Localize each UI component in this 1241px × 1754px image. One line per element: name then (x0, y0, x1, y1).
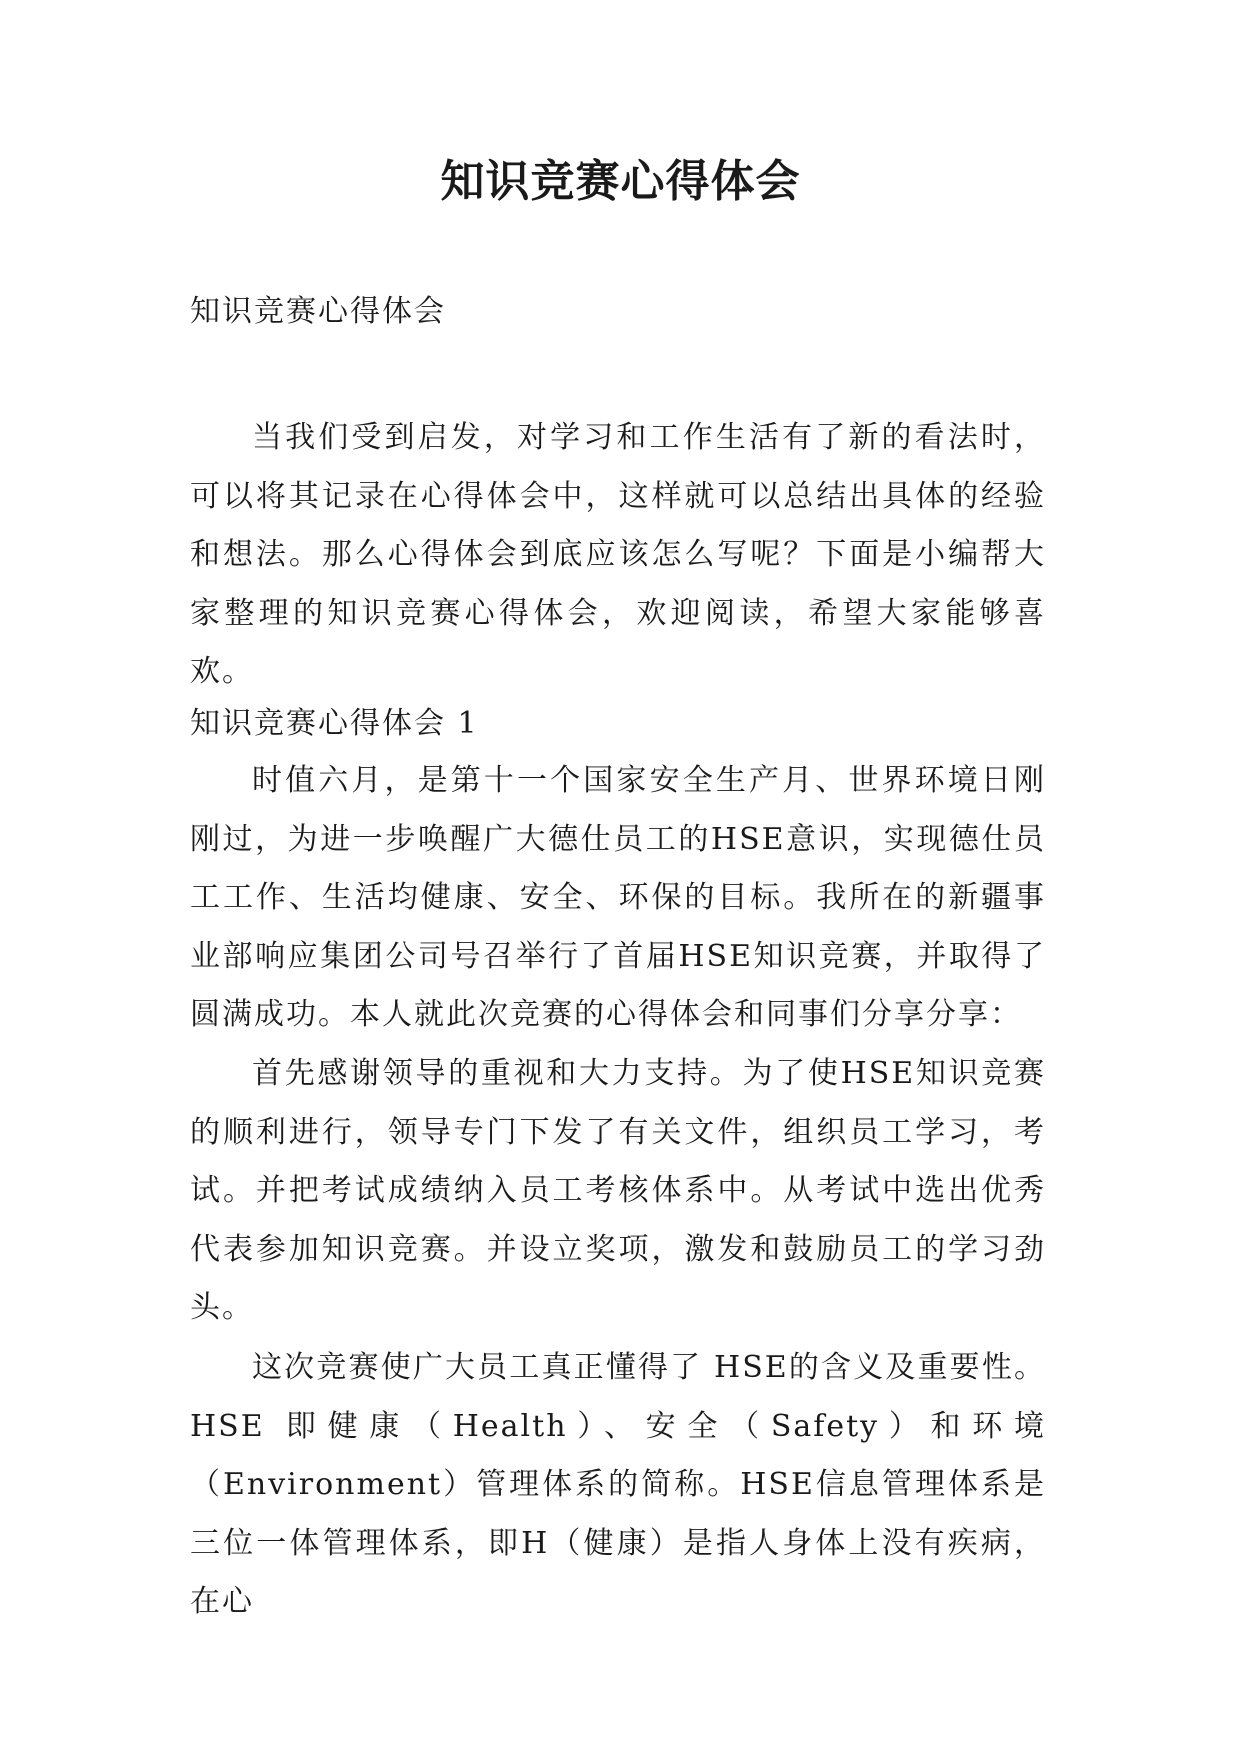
section-heading: 知识竞赛心得体会 1 (190, 706, 479, 741)
body-paragraph-2: 首先感谢领导的重视和大力支持。为了使HSE知识竞赛的顺利进行，领导专门下发了有关文件，组织员工学习，考试。并把考试成绩纳入员工考核体系中。从考试中选出优秀代表参加知识竞赛。并设立奖项，激发和鼓励员工的学习劲头。 (190, 1056, 1046, 1326)
body-paragraph-3: 这次竞赛使广大员工真正懂得了 HSE的含义及重要性。HSE 即健康（Health）、安全（Safety）和环境（Environment）管理体系的简称。HSE信息管理体系是三位一体管理体系，即H（健康）是指人身体上没有疾病，在心 (190, 1350, 1046, 1620)
document-title: 知识竞赛心得体会 (440, 156, 801, 207)
intro-paragraph: 当我们受到启发，对学习和工作生活有了新的看法时，可以将其记录在心得体会中，这样就可以总结出具体的经验和想法。那么心得体会到底应该怎么写呢？下面是小编帮大家整理的知识竞赛心得体会，欢迎阅读，希望大家能够喜欢。 (190, 420, 1046, 690)
document-subtitle: 知识竞赛心得体会 (190, 294, 446, 329)
body-paragraph-1: 时值六月，是第十一个国家安全生产月、世界环境日刚刚过，为进一步唤醒广大德仕员工的HSE意识，实现德仕员工工作、生活均健康、安全、环保的目标。我所在的新疆事业部响应集团公司号召举行了首届HSE知识竞赛，并取得了圆满成功。本人就此次竞赛的心得体会和同事们分享分享： (190, 763, 1046, 1033)
